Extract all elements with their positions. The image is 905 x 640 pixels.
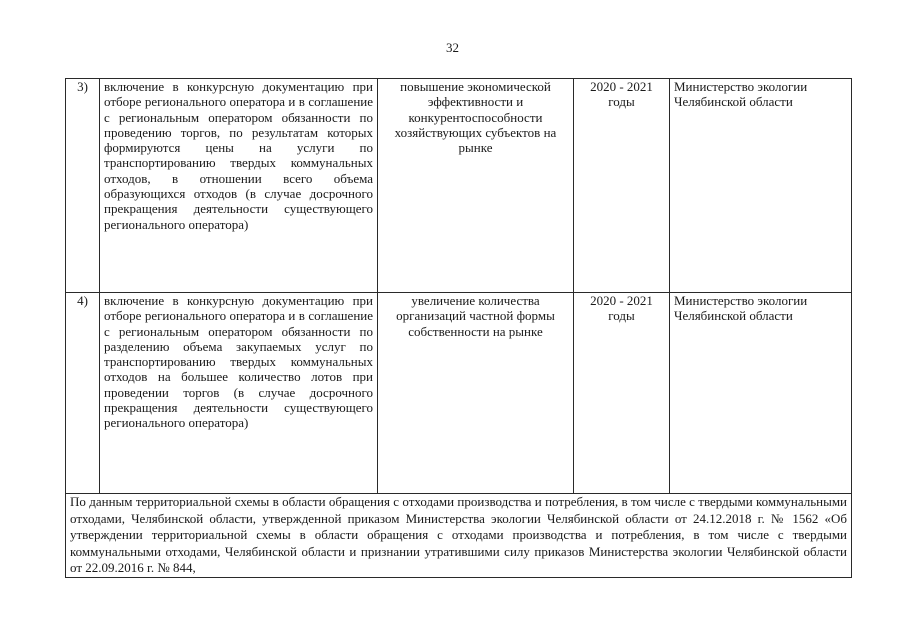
measures-table <box>65 78 852 578</box>
page-number: 32 <box>446 40 459 55</box>
row-number: 3) <box>66 79 100 293</box>
note-row <box>66 494 852 578</box>
table-row <box>66 293 852 494</box>
measure-cell: включение в конкурсную документацию при отборе регионального оператора и в соглашение с региональным оператором обязанности по разделению объема закупаемых услуг по транспортированию твердых коммунальных отходов на большее количество лотов при проведении торгов (в случае досрочного прекращения деятельности существующего регионального оператора) <box>100 293 378 494</box>
result-cell: повышение экономической эффективности и конкурентоспособности хозяйствующих субъектов на рынке <box>378 79 574 293</box>
result-cell: увеличение количества организаций частной формы собственности на рынке <box>378 293 574 494</box>
row-number: 4) <box>66 293 100 494</box>
measure-cell: включение в конкурсную документацию при отборе регионального оператора и в соглашение с региональным оператором обязанности по проведению торгов, по результатам которых формируются цены на услуги по транспортированию твердых коммунальных отходов, в отношении всего объема образующихся отходов (в случае досрочного прекращения деятельности существующего регионального оператора) <box>100 79 378 293</box>
responsible-cell: Министерство экологии Челябинской области <box>670 79 852 293</box>
table-row <box>66 79 852 293</box>
period-cell: 2020 - 2021 годы <box>574 293 670 494</box>
note-cell <box>66 494 852 578</box>
period-cell: 2020 - 2021 годы <box>574 79 670 293</box>
note-text: По данным территориальной схемы в области обращения с отходами производства и потребления, в том числе с твердыми коммунальными отходами, Челябинской области, утвержденной приказом Министерства экологии Челябинской области от 24.12.2018 г. № 1562 «Об утверждении территориальной схемы в области обращения с отходами производства и потребления, в том числе с твердыми коммунальными отходами, Челябинской области и признании утратившими силу приказов Министерства экологии Челябинской области от 22.09.2016 г. № 844, <box>70 494 847 575</box>
responsible-cell: Министерство экологии Челябинской области <box>670 293 852 494</box>
